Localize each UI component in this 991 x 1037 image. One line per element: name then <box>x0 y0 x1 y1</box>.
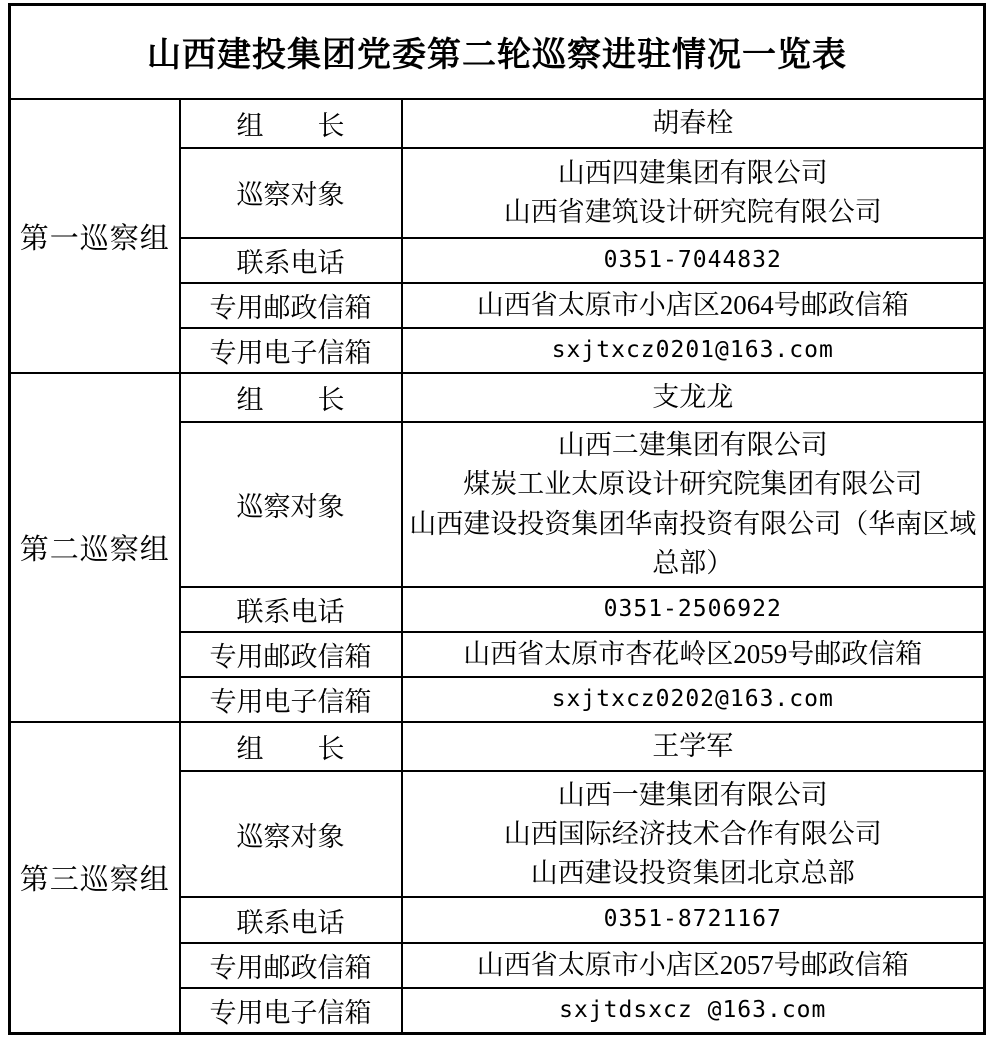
group-2-leader-value: 支龙龙 <box>402 373 985 422</box>
target-line: 煤炭工业太原设计研究院集团有限公司 <box>463 469 923 500</box>
group-3-postal-value: 山西省太原市小店区2057号邮政信箱 <box>402 943 985 988</box>
group-3-email-value: sxjtdsxcz @163.com <box>402 988 985 1034</box>
group-3-email-label: 专用电子信箱 <box>180 988 402 1034</box>
group-1-email-label: 专用电子信箱 <box>180 328 402 373</box>
table-title: 山西建投集团党委第二轮巡察进驻情况一览表 <box>10 5 985 99</box>
group-1-leader-label: 组 长 <box>180 99 402 148</box>
group-2-leader-label: 组 长 <box>180 373 402 422</box>
group-2-name: 第二巡察组 <box>10 373 180 722</box>
group-2-postal-label: 专用邮政信箱 <box>180 632 402 677</box>
target-line: 山西建设投资集团北京总部 <box>530 857 855 888</box>
group-3-phone-value: 0351-8721167 <box>402 897 985 942</box>
group-2-email-label: 专用电子信箱 <box>180 677 402 722</box>
group-1-postal-value: 山西省太原市小店区2064号邮政信箱 <box>402 283 985 328</box>
group-3-targets-value <box>402 771 985 897</box>
group-1-name: 第一巡察组 <box>10 99 180 374</box>
group-1-targets-value <box>402 148 985 238</box>
group-1-postal-label: 专用邮政信箱 <box>180 283 402 328</box>
group-2-postal-value: 山西省太原市杏花岭区2059号邮政信箱 <box>402 632 985 677</box>
group-3-name: 第三巡察组 <box>10 722 180 1033</box>
target-line: 山西四建集团有限公司 <box>557 157 828 188</box>
group-1-leader-value: 胡春栓 <box>402 99 985 148</box>
target-line: 山西省建筑设计研究院有限公司 <box>503 196 882 227</box>
group-2-targets-value <box>402 422 985 586</box>
group-3-targets-label: 巡察对象 <box>180 771 402 897</box>
group-2-phone-value: 0351-2506922 <box>402 587 985 632</box>
group-3-leader-label: 组 长 <box>180 722 402 771</box>
group-3-leader-value: 王学军 <box>402 722 985 771</box>
group-3-phone-label: 联系电话 <box>180 897 402 942</box>
target-line: 山西建设投资集团华南投资有限公司（华南区域总部） <box>409 508 977 578</box>
group-3-postal-label: 专用邮政信箱 <box>180 943 402 988</box>
target-line: 山西二建集团有限公司 <box>557 430 828 461</box>
group-2-email-value: sxjtxcz0202@163.com <box>402 677 985 722</box>
target-line: 山西国际经济技术合作有限公司 <box>503 818 882 849</box>
group-2-phone-label: 联系电话 <box>180 587 402 632</box>
group-1-phone-label: 联系电话 <box>180 238 402 283</box>
group-1-targets-label: 巡察对象 <box>180 148 402 238</box>
group-1-email-value: sxjtxcz0201@163.com <box>402 328 985 373</box>
group-2-targets-label: 巡察对象 <box>180 422 402 586</box>
inspection-table <box>8 3 986 1035</box>
group-1-phone-value: 0351-7044832 <box>402 238 985 283</box>
target-line: 山西一建集团有限公司 <box>557 779 828 810</box>
